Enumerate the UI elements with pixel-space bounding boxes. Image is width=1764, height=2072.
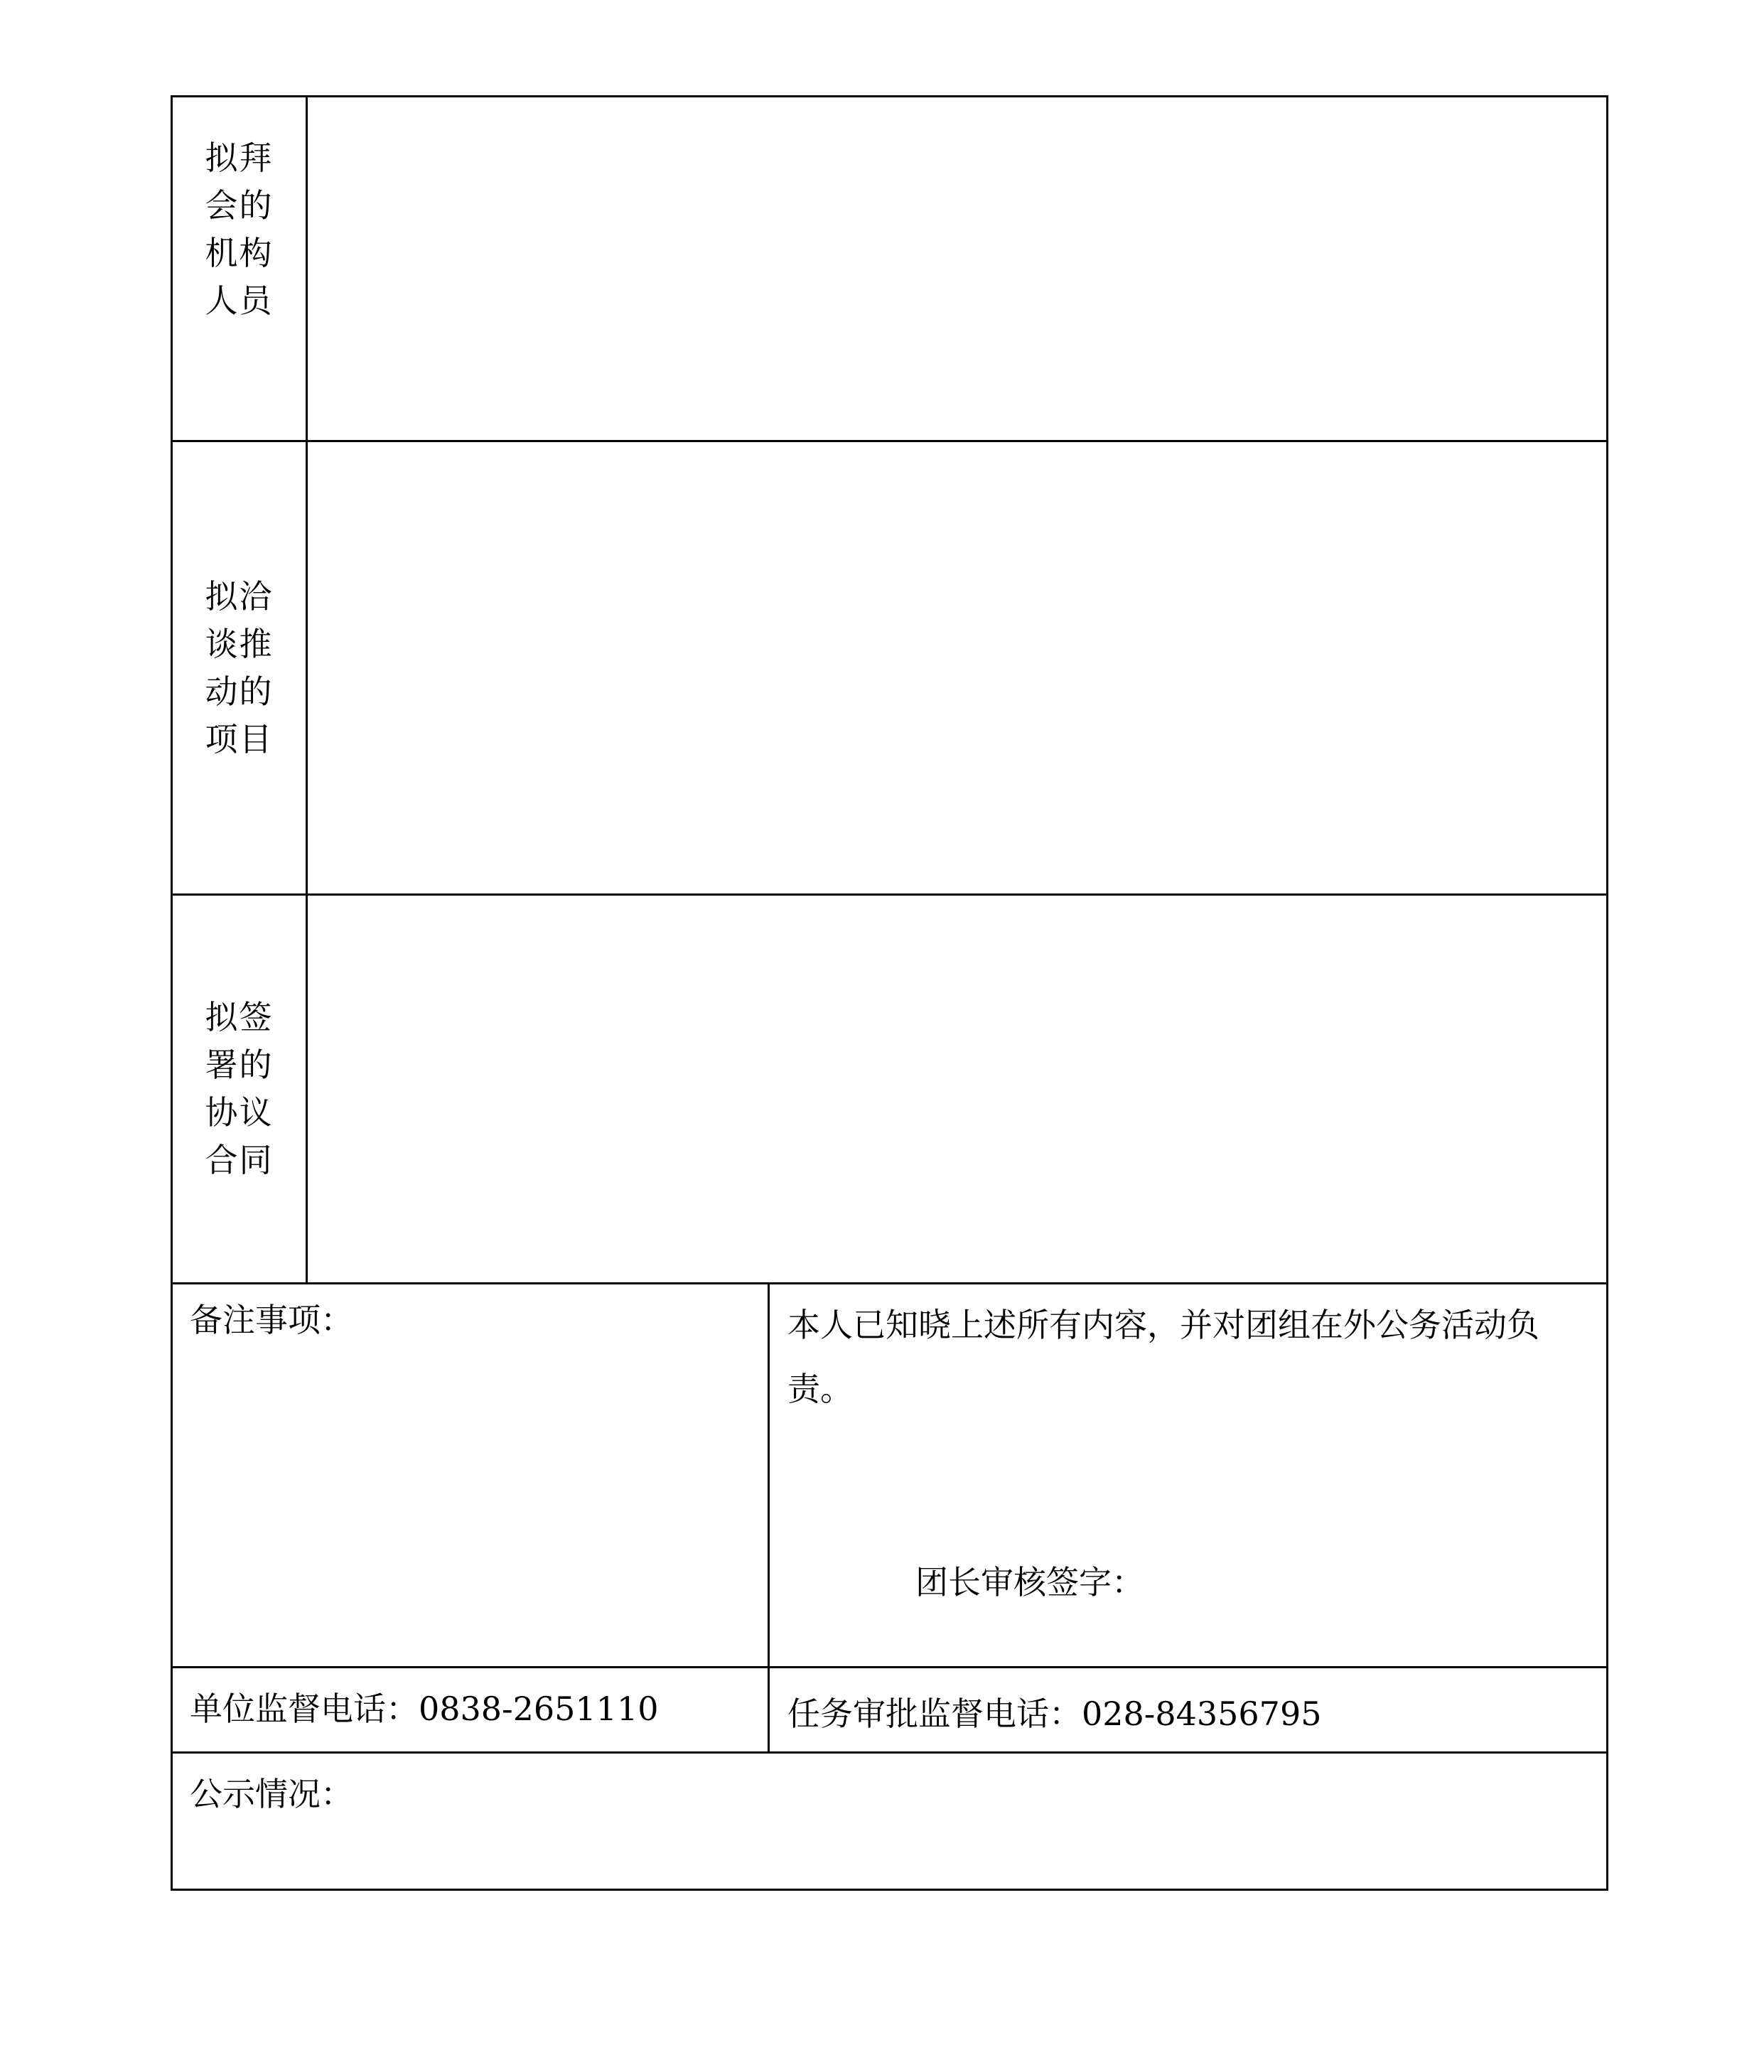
projects-label-line: 谈推 (205, 624, 274, 663)
remarks-label: 备注事项： (190, 1301, 353, 1339)
table-border-right (1606, 95, 1608, 1891)
projects-content-cell[interactable] (308, 442, 1606, 893)
publicity-label: 公示情况： (190, 1775, 353, 1813)
row-divider (171, 1282, 1608, 1284)
approval-supervision-phone: 任务审批监督电话：028-84356795 (787, 1695, 1322, 1733)
projects-label-line: 拟洽 (205, 576, 274, 616)
projects-label-line: 动的 (205, 672, 274, 711)
agreements-label (173, 896, 306, 1282)
signature-label: 团长审核签字： (915, 1563, 1144, 1601)
acknowledgement-text: 本人已知晓上述所有内容，并对团组在外公务活动负责。 (787, 1306, 1539, 1408)
agreements-label-line: 协议 (205, 1093, 274, 1132)
projects-label-line: 项目 (205, 719, 274, 758)
visit-content-cell[interactable] (308, 97, 1606, 440)
table-border-bottom (171, 1889, 1608, 1891)
agreements-content-cell[interactable] (308, 896, 1606, 1282)
visit-label-line: 拟拜 (205, 139, 274, 177)
projects-label (173, 442, 306, 893)
visit-label (173, 97, 306, 440)
row-divider (171, 1751, 1608, 1754)
agreements-label-line: 署的 (205, 1046, 274, 1084)
agreements-label-line: 拟签 (205, 998, 274, 1036)
visit-label-line: 机构 (205, 234, 274, 272)
form-table (171, 95, 1608, 1891)
visit-label-line: 会的 (205, 186, 274, 225)
visit-label-line: 人员 (205, 281, 274, 320)
unit-supervision-phone: 单位监督电话：0838-2651110 (190, 1690, 659, 1728)
column-divider (768, 1282, 770, 1754)
row-divider (171, 1666, 1608, 1668)
agreements-label-line: 合同 (205, 1141, 274, 1179)
